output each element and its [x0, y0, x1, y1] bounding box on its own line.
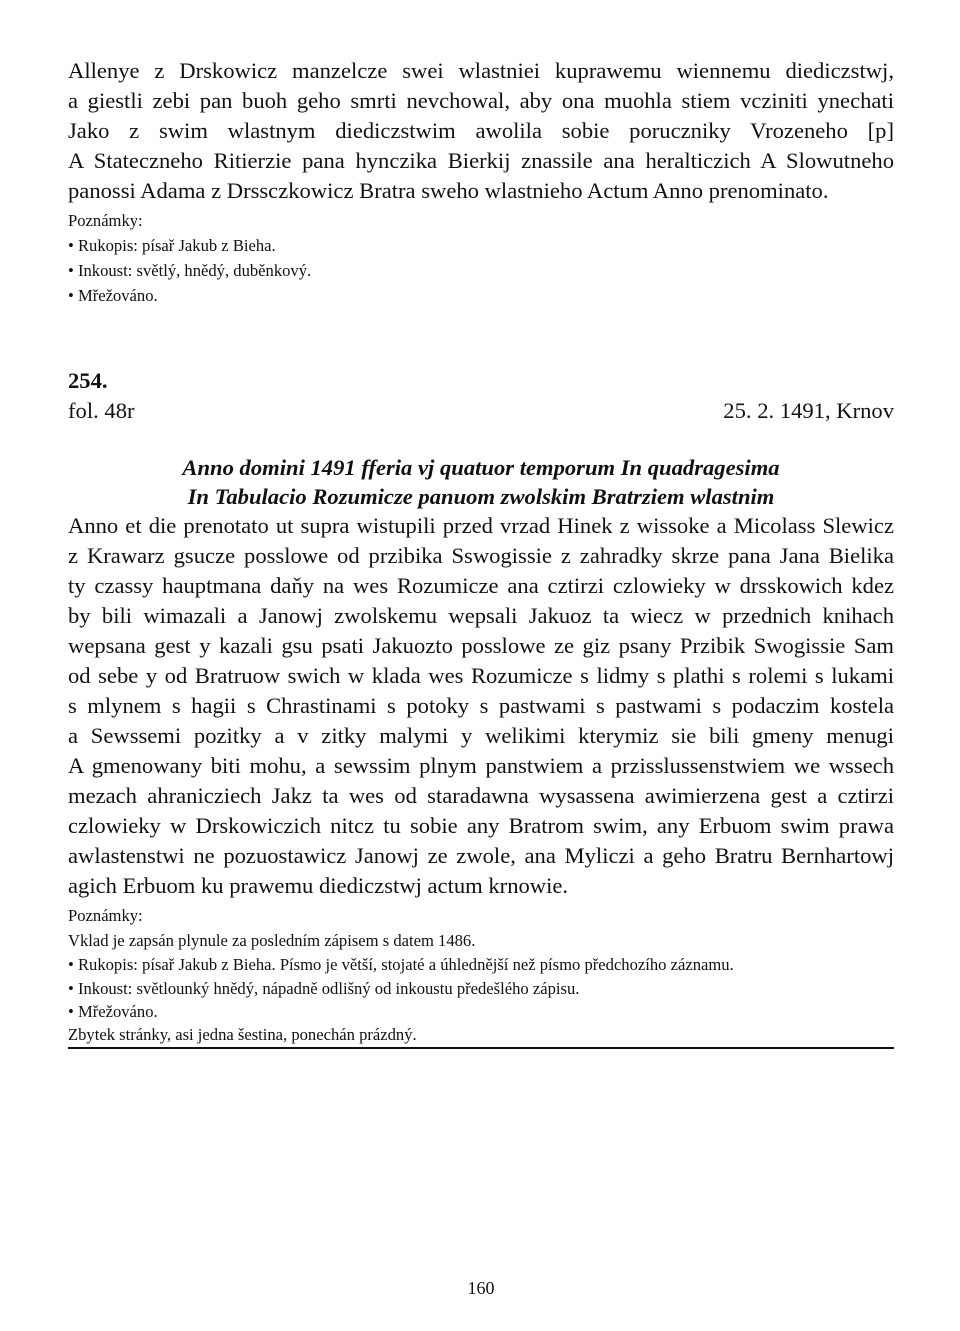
entry-date-place: 25. 2. 1491, Krnov	[723, 398, 894, 423]
paragraph-line: a giestli zebi pan buoh geho smrti nevchowal, aby ona muohla stiem vcziniti ynechati	[68, 88, 894, 113]
paragraph-line: A Stateczneho Ritierzie pana hynczika Bierkij znassile ana heralticzich A Slowutneho	[68, 148, 894, 173]
entry-body-line: A gmenowany biti mohu, a sewssim plnym panstwiem a przisslussenstwiem we wssech	[68, 753, 894, 778]
entry-heading-line: In Tabulacio Rozumicze panuom zwolskim Bratrziem wlastnim	[187, 484, 775, 509]
entry-body-line: a Sewssemi pozitky a v zitky malymi y welikimi kterymiz sie bili gmeny menugi	[68, 723, 894, 748]
note-item: • Mřežováno.	[68, 286, 158, 305]
paragraph-line: panossi Adama z Drssczkowicz Bratra sweho wlastnieho Actum Anno prenominato.	[68, 178, 829, 203]
entry-body-line: mezach ahranicziech Jakz ta wes od staradawna wysassena awimierzena gest a cztirzi	[68, 783, 894, 808]
folio: fol. 48r	[68, 398, 135, 423]
paragraph-line: Jako z swim wlastnym diediczstwim awolila sobie poruczniky Vrozeneho [p]	[68, 118, 894, 143]
entry-body-line: z Krawarz gsucze posslowe od przibika Sswogissie z zahradky skrze pana Jana Bielika	[68, 543, 894, 568]
notes-label: Poznámky:	[68, 906, 143, 925]
note-item: • Rukopis: písař Jakub z Bieha. Písmo je větší, stojaté a úhlednější než písmo předchozího záznamu.	[68, 955, 734, 974]
entry-body-line: awlastenstwi ne pozuostawicz Janowj ze zwole, ana Myliczi a geho Bratru Bernhartowj	[68, 843, 894, 868]
paragraph-line: Allenye z Drskowicz manzelcze swei wlastniei kuprawemu wiennemu diediczstwj,	[68, 58, 894, 83]
notes-label: Poznámky:	[68, 211, 143, 230]
entry-body-line: agich Erbuom ku prawemu diediczstwj actum krnowie.	[68, 873, 569, 898]
note-item: • Inkoust: světlý, hnědý, duběnkový.	[68, 261, 312, 280]
document-page	[68, 0, 894, 1331]
entry-number: 254.	[68, 368, 108, 393]
horizontal-rule	[68, 1047, 894, 1049]
entry-heading-line: Anno domini 1491 fferia vj quatuor temporum In quadragesima	[182, 455, 780, 480]
entry-body-line: wepsana gest y kazali gsu psati Jakuozto posslowe ze giz psany Przibik Swogissie Sam	[68, 633, 894, 658]
entry-body-line: s mlynem s hagii s Chrastinami s potoky s pastwami s pastwami s podaczim kostela	[68, 693, 894, 718]
note-item: • Mřežováno.	[68, 1002, 158, 1021]
page-number: 160	[467, 1278, 495, 1298]
note-item: • Rukopis: písař Jakub z Bieha.	[68, 236, 276, 255]
note-item: • Inkoust: světlounký hnědý, nápadně odlišný od inkoustu předešlého zápisu.	[68, 979, 580, 998]
note-item: Vklad je zapsán plynule za posledním zápisem s datem 1486.	[68, 931, 476, 950]
entry-body-line: od sebe y od Bratruow swich w klada wes Rozumicze s lidmy s plathi s rolemi s lukami	[68, 663, 894, 688]
note-item: Zbytek stránky, asi jedna šestina, ponechán prázdný.	[68, 1025, 417, 1044]
entry-body-line: by bili wimazali a Janowj zwolskemu wepsali Jakuoz ta wiecz w przednich knihach	[68, 603, 894, 628]
entry-body-line: ty czassy hauptmana daňy na wes Rozumicze ana cztirzi czlowieky w drsskowich kdez	[68, 573, 894, 598]
entry-body-line: Anno et die prenotato ut supra wistupili przed vrzad Hinek z wissoke a Micolass Slewicz	[68, 513, 894, 538]
entry-body-line: czlowieky w Drskowiczich nitcz tu sobie any Bratrom swim, any Erbuom swim prawa	[68, 813, 894, 838]
